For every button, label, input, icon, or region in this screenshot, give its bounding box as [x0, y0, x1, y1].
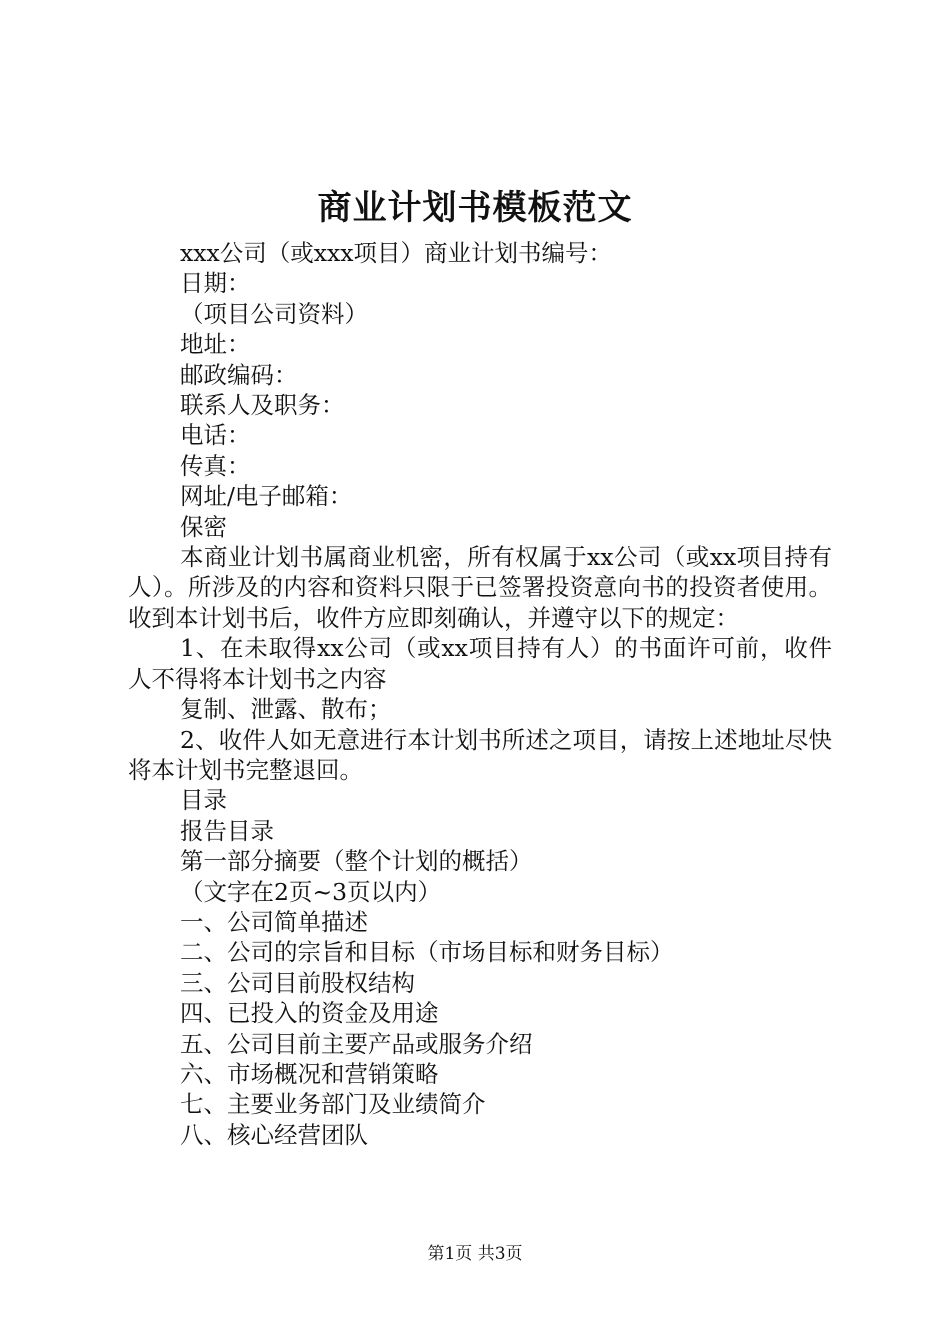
toc-line: 三、公司目前股权结构: [180, 968, 415, 997]
document-title: 商业计划书模板范文: [317, 188, 633, 228]
header-line-company: xxx公司（或xxx项目）商业计划书编号：: [180, 239, 613, 267]
paragraph-confidential: 本商业计划书属商业机密，所有权属于xx公司（或xx项目持有人）。所涉及的内容和资料只限于已签署投资意向书的投资者使用。收到本计划书后，收件方应即刻确认，并遵守以下的规定：: [128, 543, 832, 632]
document-body: [128, 238, 832, 1150]
header-line-web-email: 网址/电子邮箱：: [180, 482, 353, 511]
header-line-postcode: 邮政编码：: [180, 360, 298, 389]
toc-line: 八、核心经营团队: [180, 1120, 368, 1149]
rule-2: 2、收件人如无意进行本计划书所述之项目，请按上述地址尽快将本计划书完整退回。: [128, 725, 832, 784]
toc-line: 一、公司简单描述: [180, 907, 368, 936]
toc-line: 四、已投入的资金及用途: [180, 999, 439, 1028]
header-line-address: 地址：: [180, 330, 251, 359]
header-line-phone: 电话：: [180, 421, 251, 450]
toc-line: 第一部分摘要（整个计划的概括）: [180, 847, 533, 876]
toc-line: 七、主要业务部门及业绩简介: [180, 1090, 486, 1119]
toc-line: 报告目录: [180, 816, 274, 845]
toc-line: 目录: [180, 786, 227, 815]
toc-line: 六、市场概况和营销策略: [180, 1059, 439, 1088]
toc-line: 二、公司的宗旨和目标（市场目标和财务目标）: [180, 938, 674, 967]
header-line-date: 日期：: [180, 269, 251, 298]
rule-1: 1、在未取得xx公司（或xx项目持有人）的书面许可前，收件人不得将本计划书之内容: [128, 634, 832, 693]
header-line-company-info: （项目公司资料）: [180, 299, 368, 328]
toc-line: 五、公司目前主要产品或服务介绍: [180, 1029, 533, 1058]
header-line-fax: 传真：: [180, 451, 251, 480]
page-footer: 第1页 共3页: [427, 1244, 523, 1264]
rule-1-continued: 复制、泄露、散布；: [180, 695, 392, 724]
toc-line: （文字在2页~3页以内）: [180, 877, 442, 906]
header-line-confidential: 保密: [180, 512, 227, 541]
header-line-contact: 联系人及职务：: [180, 391, 345, 420]
